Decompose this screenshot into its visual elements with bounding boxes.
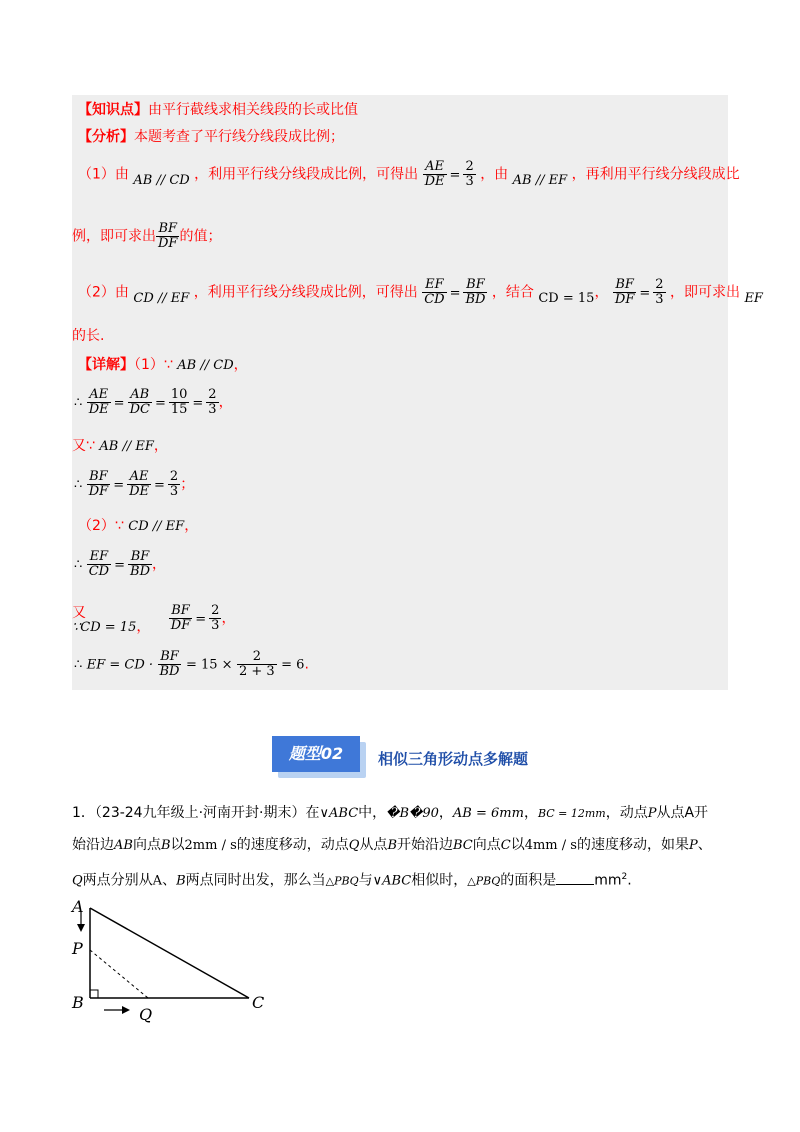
side-ac (90, 908, 249, 998)
arrow-right-head (122, 1006, 130, 1014)
d8-math-1: EF = CD · (86, 657, 154, 673)
segment-pq (90, 950, 148, 998)
analysis-part-2b (72, 327, 104, 345)
d4-fraction-3: $\frac{2}{3}$ (169, 469, 179, 499)
q1-text-d: ， (523, 805, 538, 821)
a2-math-3: EF (744, 290, 763, 306)
a1b-fraction: $\frac{BF}{DF}$ (158, 221, 178, 251)
q3-a: A (152, 873, 163, 889)
q1-text-a: 1．（23-24九年级上·河南开封·期末）在 (72, 805, 320, 821)
q2-b: B (160, 838, 171, 853)
d2-fraction-1: $\frac{AE}{DE}$ (88, 387, 109, 417)
d7-math: ∵CD = 15 (72, 619, 137, 635)
a1-text-3: ，由 (480, 166, 509, 183)
q1-ab: AB = 6mm (452, 806, 524, 821)
q2-b2: B (387, 838, 397, 853)
detail-1-text: （1）∵ (134, 357, 173, 373)
a1-math-2: AB // EF (512, 172, 568, 188)
analysis-part-1b (72, 222, 221, 251)
q3-q: Q (72, 873, 83, 889)
d8-fraction-1: $\frac{BF}{BD}$ (159, 649, 180, 679)
a1-fraction-2: $\frac{2}{3}$ (465, 159, 474, 189)
a2-text-3: ，结合 (491, 284, 534, 301)
a2-fraction-2: $\frac{BF}{BD}$ (465, 277, 486, 307)
d6-fraction-2: $\frac{BF}{BD}$ (130, 549, 150, 579)
detail-label: 【详解】 (78, 357, 134, 373)
a1-text-1: （1）由 (78, 166, 129, 183)
q2-speed-2: 4mm / s (524, 838, 577, 853)
knowledge-label: 【知识点】 (78, 102, 148, 118)
q3-text-f: 的面积是 (500, 872, 557, 889)
a1b-text-1: 例，即可求出 (72, 228, 156, 245)
badge-label: 题型02 (272, 736, 360, 772)
label-b: B (72, 993, 84, 1012)
q2-text-a: 始沿边 (72, 837, 114, 853)
q2-c: C (500, 838, 511, 853)
d7-fraction-1: $\frac{BF}{DF}$ (170, 603, 191, 633)
q2-text-i: 的速度移动，如果 (576, 837, 689, 853)
q2-ab: AB (114, 838, 133, 853)
a2-math-1: CD // EF (133, 290, 190, 306)
label-q: Q (139, 1005, 153, 1024)
answer-blank[interactable] (556, 872, 594, 885)
d7-comma-1: ， (136, 618, 151, 635)
d3-math: AB // EF (99, 439, 154, 454)
a1b-text-2: 的值； (179, 228, 222, 245)
knowledge-line (78, 101, 358, 119)
a2-eq-2: = (639, 285, 651, 301)
q3-text-a: 两点分别从 (82, 872, 153, 889)
d7-eq: = (195, 611, 207, 627)
d6-comma: ， (152, 556, 166, 573)
a1-fraction-1: $\frac{AE}{DE}$ (424, 159, 445, 189)
detail-step-7 (72, 604, 235, 633)
analysis-intro: 本题考查了平行线分线段成比例； (134, 129, 344, 145)
knowledge-text: 由平行截线求相关线段的长或比值 (148, 102, 358, 118)
d8-math-2: = 15 × (185, 657, 233, 673)
d5-comma: ， (184, 518, 199, 534)
d4-fraction-1: $\frac{BF}{DF}$ (88, 469, 109, 499)
a1-math-1: AB // CD (133, 172, 190, 188)
analysis-part-2 (78, 278, 763, 307)
question-line-3 (72, 868, 632, 891)
label-a: A (72, 897, 84, 916)
a1-text-2: ，利用平行线分线段成比例，可得出 (194, 166, 419, 183)
q3-pbq: △PBQ (325, 874, 359, 888)
detail-1-math: AB // CD (177, 358, 234, 373)
a2-text-4: ，即可求出 (669, 284, 740, 301)
d2-eq-1: = (113, 395, 125, 411)
d2-fraction-3: $\frac{10}{15}$ (170, 387, 188, 417)
a2-fraction-3: $\frac{BF}{DF}$ (614, 277, 635, 307)
d7-comma-2: ， (221, 610, 236, 627)
analysis-label: 【分析】 (78, 129, 134, 145)
d6-eq: = (114, 557, 126, 573)
q2-speed-1: 2mm / s (184, 838, 237, 853)
q2-q: Q (348, 838, 360, 853)
detail-step-4 (74, 470, 194, 499)
a1-text-4: ，再利用平行线分线段成比 (571, 166, 740, 183)
d2-eq-2: = (154, 395, 166, 411)
a1-eq: = (449, 167, 461, 183)
q3-end: . (627, 872, 632, 889)
d2-eq-3: = (192, 395, 204, 411)
analysis-line (78, 128, 344, 146)
right-angle-mark (90, 990, 98, 998)
detail-step-8 (74, 650, 309, 679)
category-badge (272, 736, 372, 782)
q3-abc: ∨ABC (372, 873, 412, 889)
d8-math-3: = 6 (281, 657, 305, 673)
a2-text-1: （2）由 (78, 284, 129, 301)
detail-1-comma: ， (233, 357, 248, 373)
d8-period: . (304, 656, 309, 673)
d3-comma: ， (153, 438, 168, 454)
q1-text-b: 中， (358, 805, 387, 821)
q2-text-g: 向点 (472, 837, 501, 853)
q2-bc: BC (453, 838, 473, 853)
d2-comma: ， (218, 394, 233, 411)
d4-semicolon: ； (180, 476, 195, 493)
q2-text-d: 的速度移动，动点 (236, 837, 349, 853)
label-c: C (252, 993, 265, 1012)
a2-eq-1: = (449, 285, 461, 301)
q3-b: B (176, 873, 186, 889)
d4-fraction-2: $\frac{AE}{DE}$ (129, 469, 150, 499)
question-line-1 (72, 804, 708, 823)
question-line-2 (72, 836, 712, 855)
therefore-1: ∴ (74, 395, 83, 411)
a2-comma: ， (594, 284, 609, 301)
q2-text-j: 、 (697, 837, 712, 853)
q3-text-d: 与 (358, 872, 373, 889)
q1-text-c: ， (438, 805, 453, 821)
q3-text-c: 两点同时出发，那么当 (185, 872, 326, 889)
q1-triangle: ∨ABC (319, 806, 359, 821)
detail-step-2 (74, 388, 233, 417)
category-title: 相似三角形动点多解题 (378, 750, 529, 768)
detail-step-3 (72, 437, 168, 456)
a2-text-2: ，利用平行线分线段成比例，可得出 (193, 284, 418, 301)
d7-you: 又 (72, 604, 86, 621)
detail-line (78, 356, 248, 375)
d4-eq-1: = (113, 477, 125, 493)
q1-p: P (647, 806, 657, 821)
analysis-part-1 (78, 160, 740, 189)
q1-text-e: ，动点 (605, 805, 648, 821)
arrow-down-head (77, 924, 85, 932)
q1-bc: BC = 12mm (537, 807, 606, 820)
detail-step-5 (78, 517, 198, 536)
d2-fraction-2: $\frac{AB}{DC}$ (129, 387, 150, 417)
a2-fraction-4: $\frac{2}{3}$ (655, 277, 664, 307)
label-p: P (72, 939, 83, 958)
therefore-2: ∴ (74, 477, 83, 493)
q3-text-e: 相似时， (411, 872, 468, 889)
q1-angle: �B�90 (386, 806, 439, 821)
q2-text-c: 以 (170, 837, 185, 853)
q2-text-f: 开始沿边 (397, 837, 453, 853)
triangle-figure (66, 896, 276, 1026)
q3-text-b: 、 (162, 872, 177, 889)
q3-unit: mm (594, 872, 622, 889)
q2-p: P (688, 838, 698, 853)
d7-fraction-2: $\frac{2}{3}$ (211, 603, 220, 633)
a2-fraction-1: $\frac{EF}{CD}$ (424, 277, 445, 307)
d8-fraction-2: $\frac{2}{2 + 3}$ (238, 649, 275, 679)
d5-math: CD // EF (128, 519, 185, 534)
q3-pbq2: △PBQ (467, 874, 501, 888)
d3-text: 又∵ (72, 438, 95, 454)
d2-fraction-4: $\frac{2}{3}$ (208, 387, 217, 417)
q1-text-f: 从点A开 (656, 805, 709, 821)
q2-text-b: 向点 (132, 837, 161, 853)
q3-unit-sup: 2 (621, 872, 628, 882)
detail-step-6 (74, 550, 166, 579)
a2-math-2: CD = 15 (538, 290, 595, 306)
therefore-3: ∴ (74, 557, 83, 573)
therefore-4: ∴ (74, 657, 83, 673)
q2-text-e: 从点 (359, 837, 388, 853)
a2b-text: 的长. (72, 328, 105, 344)
d4-eq-2: = (154, 477, 165, 493)
q2-text-h: 以 (510, 837, 525, 853)
d6-fraction-1: $\frac{EF}{CD}$ (88, 549, 110, 579)
d5-text: （2）∵ (78, 518, 124, 534)
